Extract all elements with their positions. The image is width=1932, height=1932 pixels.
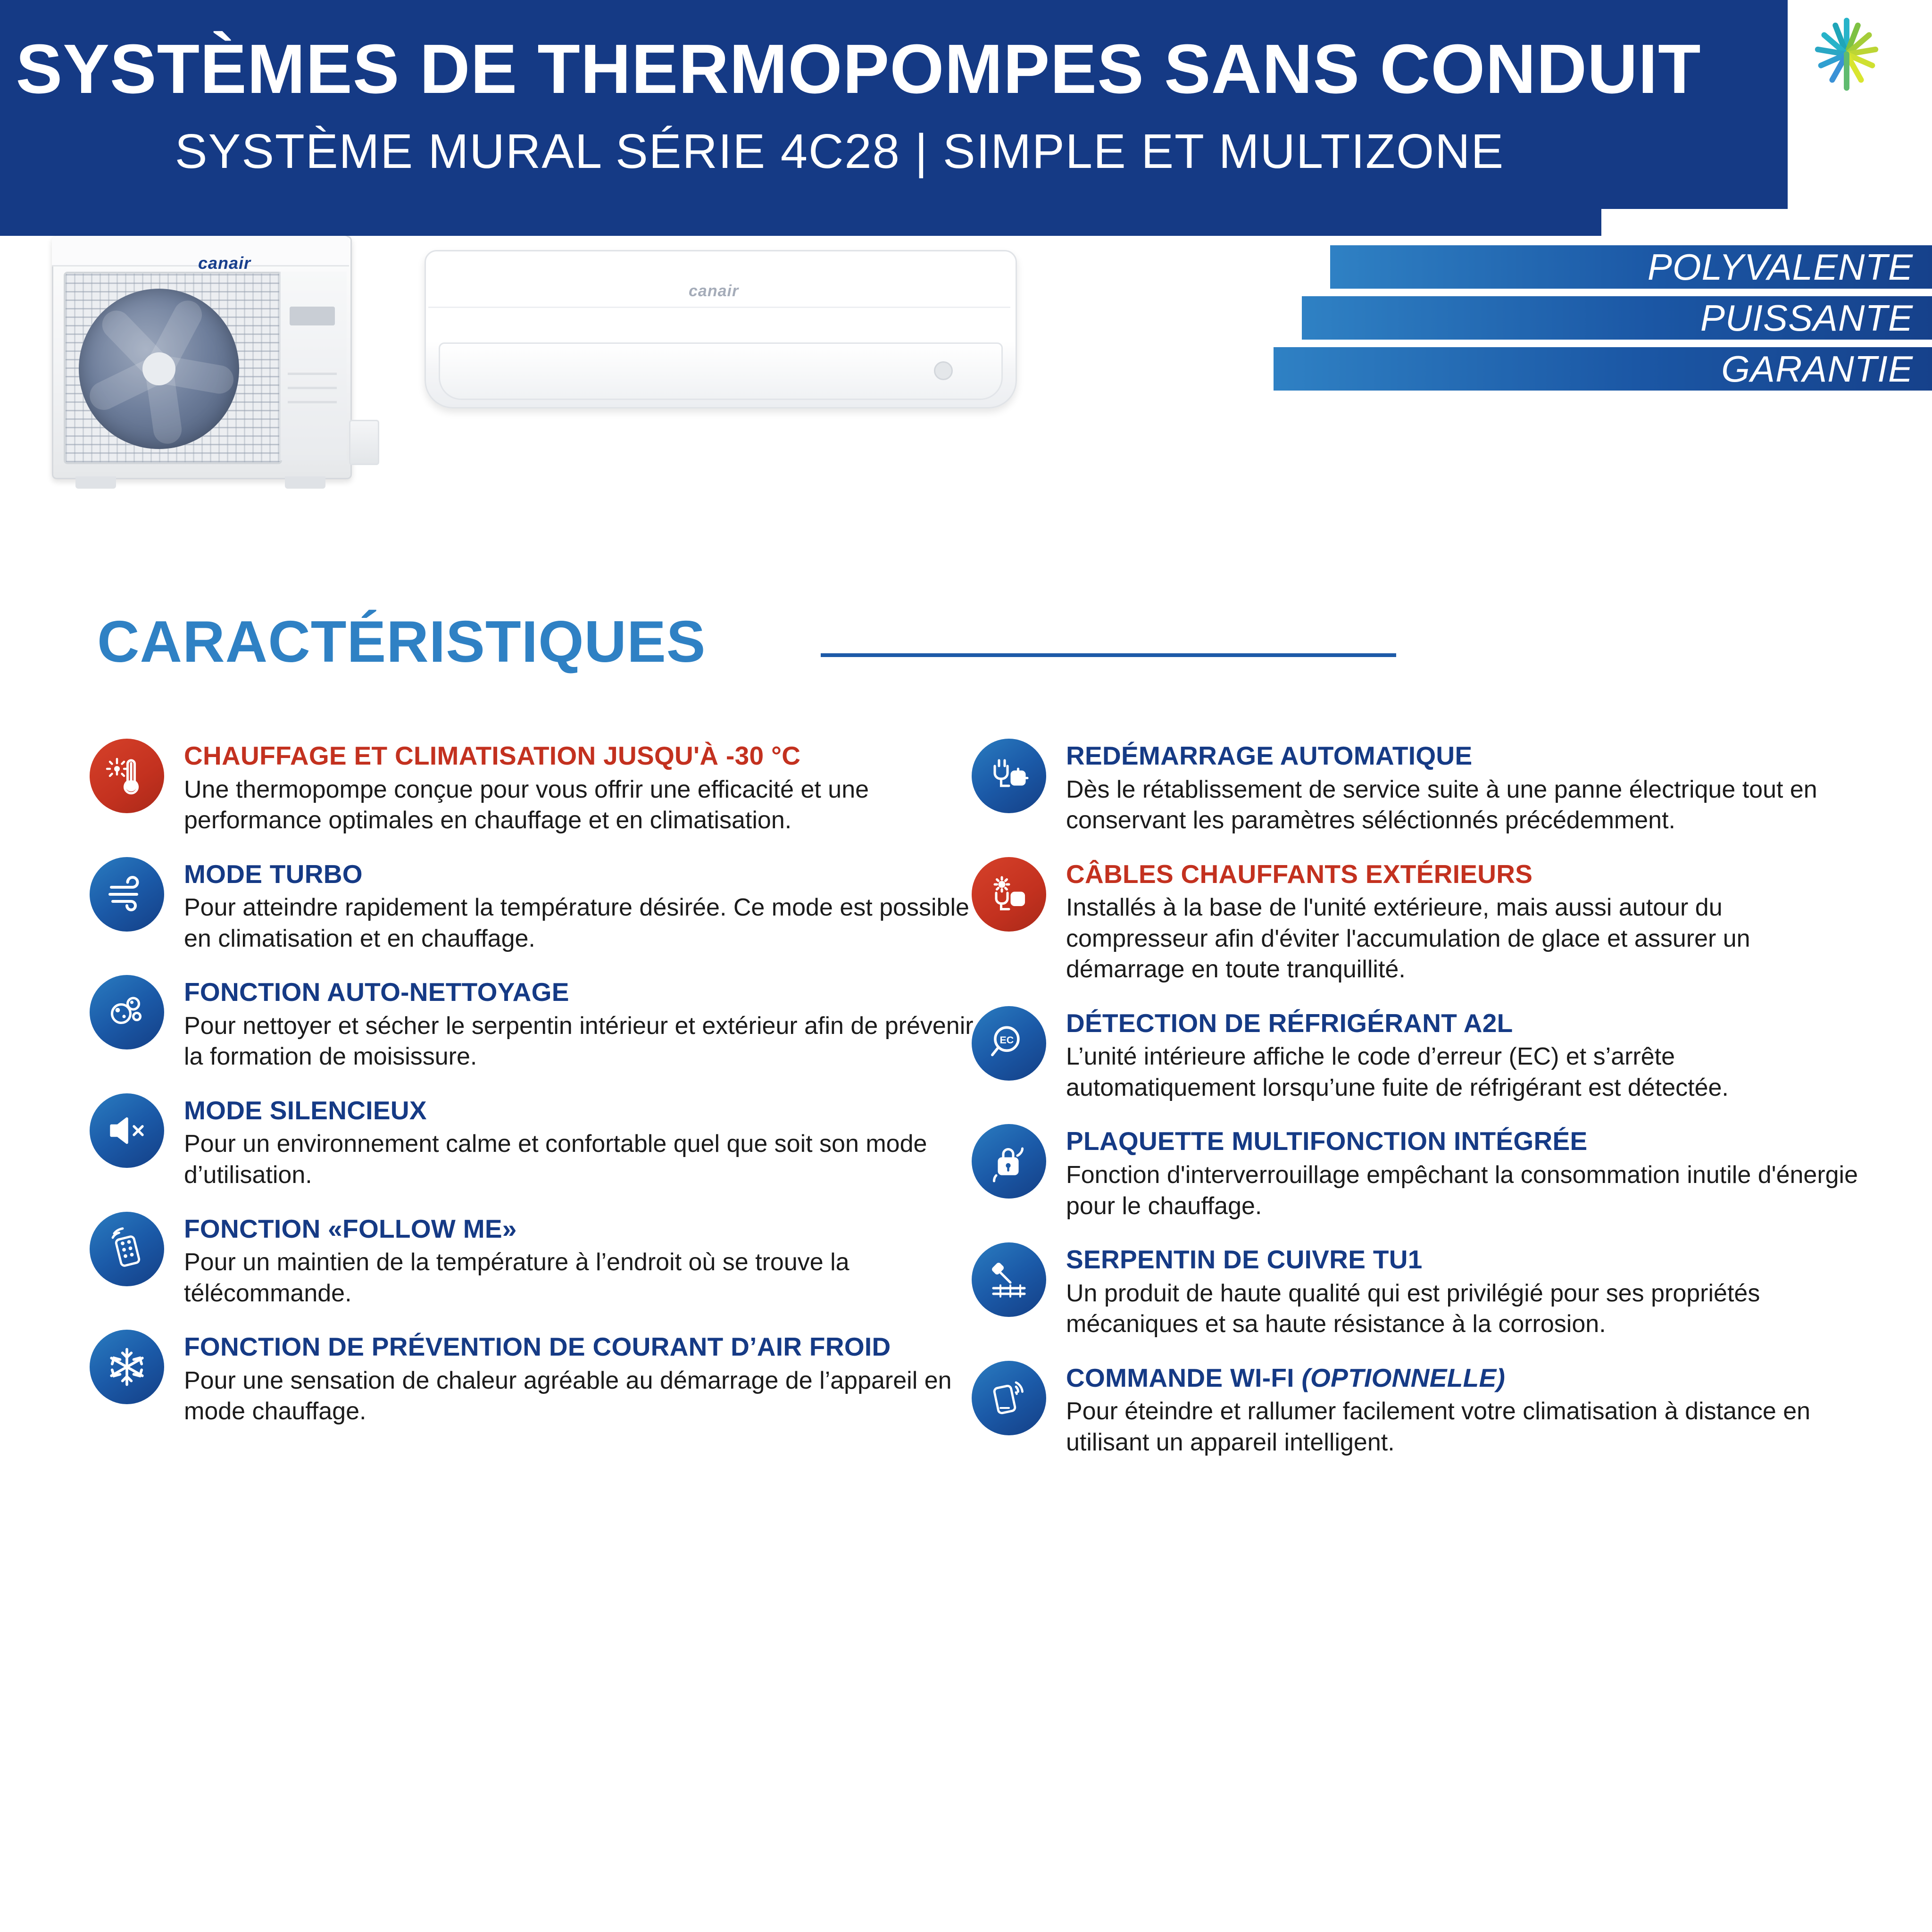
- heated-cable-plug-icon: [972, 857, 1046, 932]
- feature-item: [972, 1121, 1868, 1222]
- feature-title: [1066, 1364, 1868, 1393]
- bubbles-clean-icon: [90, 975, 164, 1049]
- feature-title: MODE TURBO: [184, 859, 363, 889]
- indoor-wall-unit: [425, 250, 1019, 448]
- feature-title: FONCTION AUTO-NETTOYAGE: [184, 977, 569, 1007]
- feature-body: Pour éteindre et rallumer facilement votre climatisation à distance en utilisant un appareil intelligent.: [1066, 1398, 1811, 1456]
- page-title: SYSTÈMES DE THERMOPOMPES SANS CONDUIT: [16, 30, 1701, 108]
- feature-item: [90, 1327, 976, 1427]
- feature-title: PLAQUETTE MULTIFONCTION INTÉGRÉE: [1066, 1126, 1588, 1156]
- feature-body: Pour un maintien de la température à l’endroit où se trouve la télécommande.: [184, 1249, 849, 1307]
- feature-title: MODE SILENCIEUX: [184, 1095, 427, 1125]
- feature-body: L’unité intérieure affiche le code d’erreur (EC) et s’arrête automatiquement lorsqu’une fuite de réfrigérant est détectée.: [1066, 1043, 1729, 1101]
- feature-item: [90, 972, 976, 1073]
- outdoor-brand-label: canair: [198, 253, 251, 273]
- badge-polyvalente: POLYVALENTE: [1330, 245, 1932, 289]
- wifi-phone-icon: [972, 1361, 1046, 1435]
- feature-title: CHAUFFAGE ET CLIMATISATION JUSQU'À -30 °C: [184, 741, 801, 770]
- feature-body: Installés à la base de l'unité extérieure, mais aussi autour du compresseur afin d'éviter l'accumulation de glace et assurer un démarrage en toute tranquillité.: [1066, 894, 1750, 983]
- feature-body: Pour atteindre rapidement la température désirée. Ce mode est possible en climatisation et en chauffage.: [184, 894, 969, 952]
- value-badges: [1236, 245, 1932, 398]
- features-right-column: [972, 736, 1868, 1476]
- feature-title: SERPENTIN DE CUIVRE TU1: [1066, 1245, 1423, 1274]
- product-photo-group: [0, 222, 1132, 524]
- feature-item: [90, 1091, 976, 1191]
- magnifier-ec-icon: [972, 1006, 1046, 1081]
- feature-title-option: (OPTIONNELLE): [1301, 1363, 1506, 1392]
- copper-coil-icon: [972, 1242, 1046, 1317]
- lock-board-icon: [972, 1124, 1046, 1199]
- canair-snowflake-logo: [1807, 14, 1887, 94]
- features-left-column: [90, 736, 976, 1445]
- feature-body: Pour nettoyer et sécher le serpentin intérieur et extérieur afin de prévenir la formation de moisissure.: [184, 1012, 974, 1071]
- feature-item: [90, 736, 976, 836]
- feature-item: [972, 1240, 1868, 1340]
- indoor-brand-label: canair: [689, 282, 739, 300]
- feature-item: [972, 736, 1868, 836]
- feature-body: Une thermopompe conçue pour vous offrir une efficacité et une performance optimales en chauffage et en climatisation.: [184, 775, 869, 834]
- header-wedge: [1601, 209, 1790, 237]
- wind-turbo-icon: [90, 857, 164, 932]
- feature-title: FONCTION «FOLLOW ME»: [184, 1214, 517, 1243]
- badge-puissante: PUISSANTE: [1302, 296, 1932, 340]
- feature-body: Dès le rétablissement de service suite à une panne électrique tout en conservant les paramètres séléctionnés précédemment.: [1066, 775, 1817, 834]
- feature-title: DÉTECTION DE RÉFRIGÉRANT A2L: [1066, 1008, 1513, 1038]
- snowflake-icon: [90, 1330, 164, 1404]
- feature-item: [972, 854, 1868, 985]
- feature-title: REDÉMARRAGE AUTOMATIQUE: [1066, 741, 1473, 770]
- power-plug-restart-icon: [972, 739, 1046, 813]
- feature-item: [972, 1003, 1868, 1104]
- svg-text:EC: EC: [999, 1034, 1014, 1046]
- page-subtitle: SYSTÈME MURAL SÉRIE 4C28 | SIMPLE ET MULTIZONE: [175, 124, 1505, 178]
- mute-speaker-icon: [90, 1093, 164, 1168]
- feature-body: Un produit de haute qualité qui est privilégié pour ses propriétés mécaniques et sa haute résistance à la corrosion.: [1066, 1279, 1760, 1338]
- feature-item: [90, 1209, 976, 1309]
- feature-title: FONCTION DE PRÉVENTION DE COURANT D’AIR FROID: [184, 1332, 891, 1362]
- outdoor-condenser-unit: [42, 231, 368, 495]
- feature-title: CÂBLES CHAUFFANTS EXTÉRIEURS: [1066, 859, 1533, 889]
- feature-item: [90, 854, 976, 955]
- badge-garantie: GARANTIE: [1274, 347, 1932, 391]
- thermometer-sun-icon: [90, 739, 164, 813]
- feature-body: Pour une sensation de chaleur agréable au démarrage de l’appareil en mode chauffage.: [184, 1366, 952, 1425]
- header-banner: [0, 0, 1788, 236]
- feature-body: Pour un environnement calme et confortable quel que soit son mode d’utilisation.: [184, 1130, 927, 1189]
- feature-title-main: COMMANDE WI-FI: [1066, 1363, 1294, 1392]
- feature-item: [972, 1358, 1868, 1458]
- section-divider: [821, 653, 1396, 657]
- remote-control-icon: [90, 1212, 164, 1286]
- feature-body: Fonction d'interverrouillage empêchant la consommation inutile d'énergie pour le chauffage.: [1066, 1161, 1858, 1220]
- section-title: CARACTÉRISTIQUES: [97, 609, 706, 675]
